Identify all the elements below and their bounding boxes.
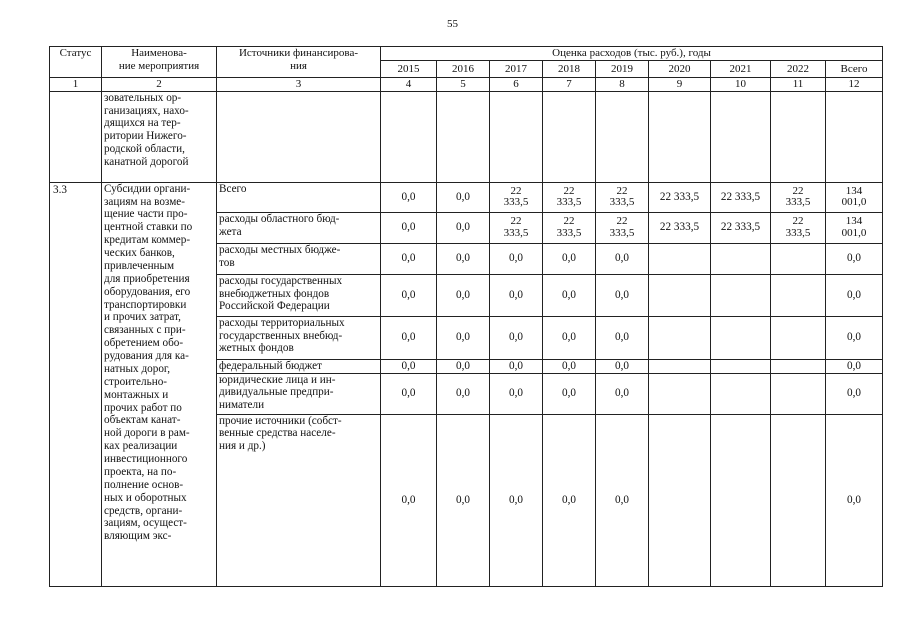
year-value: 0,0 bbox=[596, 316, 649, 359]
header-sources: Источники финансирова- ния bbox=[217, 47, 381, 78]
header-name: Наименова- ние мероприятия bbox=[102, 47, 217, 78]
year-value bbox=[649, 316, 711, 359]
year-value bbox=[711, 359, 771, 373]
total-value: 0,0 bbox=[826, 373, 883, 414]
year-value bbox=[649, 373, 711, 414]
empty-cell bbox=[596, 91, 649, 182]
item-status: 3.3 bbox=[50, 182, 102, 586]
column-index: 9 bbox=[649, 78, 711, 92]
year-value: 0,0 bbox=[596, 274, 649, 316]
total-value: 0,0 bbox=[826, 316, 883, 359]
year-value: 0,0 bbox=[543, 373, 596, 414]
header-year: 2016 bbox=[437, 61, 490, 78]
column-index-row bbox=[50, 78, 883, 92]
total-value: 134 001,0 bbox=[826, 182, 883, 212]
column-index: 4 bbox=[381, 78, 437, 92]
empty-cell bbox=[771, 91, 826, 182]
funding-source: расходы областного бюд- жета bbox=[217, 212, 381, 243]
year-value: 0,0 bbox=[596, 243, 649, 274]
header-year: 2021 bbox=[711, 61, 771, 78]
column-index: 11 bbox=[771, 78, 826, 92]
total-value: 0,0 bbox=[826, 274, 883, 316]
year-value bbox=[771, 373, 826, 414]
funding-source: расходы государственных внебюджетных фондов Российской Федерации bbox=[217, 274, 381, 316]
header-status: Статус bbox=[50, 47, 102, 78]
empty-cell bbox=[711, 91, 771, 182]
year-value: 0,0 bbox=[490, 316, 543, 359]
year-value: 0,0 bbox=[381, 414, 437, 586]
empty-cell bbox=[381, 91, 437, 182]
year-value bbox=[711, 373, 771, 414]
year-value bbox=[771, 359, 826, 373]
year-value bbox=[711, 414, 771, 586]
cont-name-cell: зовательных ор- ганизациях, нахо- дящихся на тер- ритории Нижего- родской области, канатной дорогой bbox=[102, 91, 217, 182]
column-index: 5 bbox=[437, 78, 490, 92]
year-value: 0,0 bbox=[490, 274, 543, 316]
year-value: 0,0 bbox=[490, 373, 543, 414]
year-value: 0,0 bbox=[437, 182, 490, 212]
year-value: 0,0 bbox=[490, 243, 543, 274]
total-value: 0,0 bbox=[826, 414, 883, 586]
empty-cell bbox=[543, 91, 596, 182]
year-value: 22 333,5 bbox=[711, 212, 771, 243]
page-number: 55 bbox=[447, 18, 458, 30]
year-value: 0,0 bbox=[437, 316, 490, 359]
year-value: 0,0 bbox=[381, 373, 437, 414]
year-value: 22 333,5 bbox=[543, 212, 596, 243]
year-value: 0,0 bbox=[543, 243, 596, 274]
item-name: Субсидии органи- зациям на возме- щение части про- центной ставки по кредитам коммер- ческих банков, привлеченным для приобретения оборудования, его транспортировки и прочих затрат, связанных с при- обретением обо- рудования для ка- натных дорог, строительно- монтажных и прочих работ по объектам канат- ной дороги в рам- ках реализации инвестиционного проекта, на по- полнение основ- ных и оборотных средств, органи- зациям, осущест- вляющим экс- bbox=[102, 182, 217, 586]
year-value: 0,0 bbox=[381, 316, 437, 359]
year-value: 0,0 bbox=[596, 373, 649, 414]
header-year: 2018 bbox=[543, 61, 596, 78]
header-estimate: Оценка расходов (тыс. руб.), годы bbox=[381, 47, 883, 61]
financing-row bbox=[50, 182, 883, 212]
year-value bbox=[771, 414, 826, 586]
year-value: 0,0 bbox=[490, 359, 543, 373]
column-index: 10 bbox=[711, 78, 771, 92]
year-value: 0,0 bbox=[437, 212, 490, 243]
header-year: Всего bbox=[826, 61, 883, 78]
year-value bbox=[649, 414, 711, 586]
header-year: 2017 bbox=[490, 61, 543, 78]
funding-source: прочие источники (собст- венные средства населе- ния и др.) bbox=[217, 414, 381, 586]
year-value: 0,0 bbox=[381, 359, 437, 373]
year-value: 0,0 bbox=[437, 243, 490, 274]
year-value bbox=[771, 243, 826, 274]
year-value: 0,0 bbox=[381, 182, 437, 212]
year-value bbox=[711, 243, 771, 274]
year-value bbox=[649, 359, 711, 373]
total-value: 0,0 bbox=[826, 243, 883, 274]
year-value bbox=[649, 274, 711, 316]
column-index: 8 bbox=[596, 78, 649, 92]
year-value: 22 333,5 bbox=[711, 182, 771, 212]
year-value: 0,0 bbox=[437, 373, 490, 414]
year-value bbox=[771, 274, 826, 316]
funding-source: расходы местных бюдже- тов bbox=[217, 243, 381, 274]
column-index: 12 bbox=[826, 78, 883, 92]
funding-source: федеральный бюджет bbox=[217, 359, 381, 373]
header-row bbox=[50, 47, 883, 61]
column-index: 3 bbox=[217, 78, 381, 92]
financing-table bbox=[49, 46, 883, 587]
year-value: 22 333,5 bbox=[490, 212, 543, 243]
column-index: 2 bbox=[102, 78, 217, 92]
year-value: 22 333,5 bbox=[649, 212, 711, 243]
year-value: 22 333,5 bbox=[771, 182, 826, 212]
year-value: 0,0 bbox=[543, 274, 596, 316]
year-value: 0,0 bbox=[437, 414, 490, 586]
year-value: 0,0 bbox=[437, 359, 490, 373]
column-index: 1 bbox=[50, 78, 102, 92]
header-year: 2015 bbox=[381, 61, 437, 78]
year-value: 0,0 bbox=[543, 414, 596, 586]
header-year: 2022 bbox=[771, 61, 826, 78]
year-value bbox=[711, 274, 771, 316]
empty-cell bbox=[826, 91, 883, 182]
continuation-row bbox=[50, 91, 883, 182]
year-value: 0,0 bbox=[543, 359, 596, 373]
funding-source: юридические лица и ин- дивидуальные предпри- ниматели bbox=[217, 373, 381, 414]
year-value: 22 333,5 bbox=[596, 182, 649, 212]
empty-cell bbox=[649, 91, 711, 182]
year-value bbox=[771, 316, 826, 359]
total-value: 134 001,0 bbox=[826, 212, 883, 243]
year-value: 0,0 bbox=[543, 316, 596, 359]
year-value: 0,0 bbox=[381, 274, 437, 316]
header-year: 2019 bbox=[596, 61, 649, 78]
year-value bbox=[649, 243, 711, 274]
header-year: 2020 bbox=[649, 61, 711, 78]
total-value: 0,0 bbox=[826, 359, 883, 373]
year-value: 22 333,5 bbox=[596, 212, 649, 243]
year-value: 0,0 bbox=[437, 274, 490, 316]
funding-source: расходы территориальных государственных внебюд- жетных фондов bbox=[217, 316, 381, 359]
year-value: 22 333,5 bbox=[490, 182, 543, 212]
column-index: 6 bbox=[490, 78, 543, 92]
year-value: 0,0 bbox=[490, 414, 543, 586]
cont-status-cell bbox=[50, 91, 102, 182]
year-value bbox=[711, 316, 771, 359]
year-value: 0,0 bbox=[596, 414, 649, 586]
funding-source: Всего bbox=[217, 182, 381, 212]
year-value: 22 333,5 bbox=[649, 182, 711, 212]
column-index: 7 bbox=[543, 78, 596, 92]
year-value: 0,0 bbox=[596, 359, 649, 373]
year-value: 22 333,5 bbox=[771, 212, 826, 243]
year-value: 22 333,5 bbox=[543, 182, 596, 212]
year-value: 0,0 bbox=[381, 243, 437, 274]
year-value: 0,0 bbox=[381, 212, 437, 243]
cont-source-cell bbox=[217, 91, 381, 182]
empty-cell bbox=[437, 91, 490, 182]
empty-cell bbox=[490, 91, 543, 182]
